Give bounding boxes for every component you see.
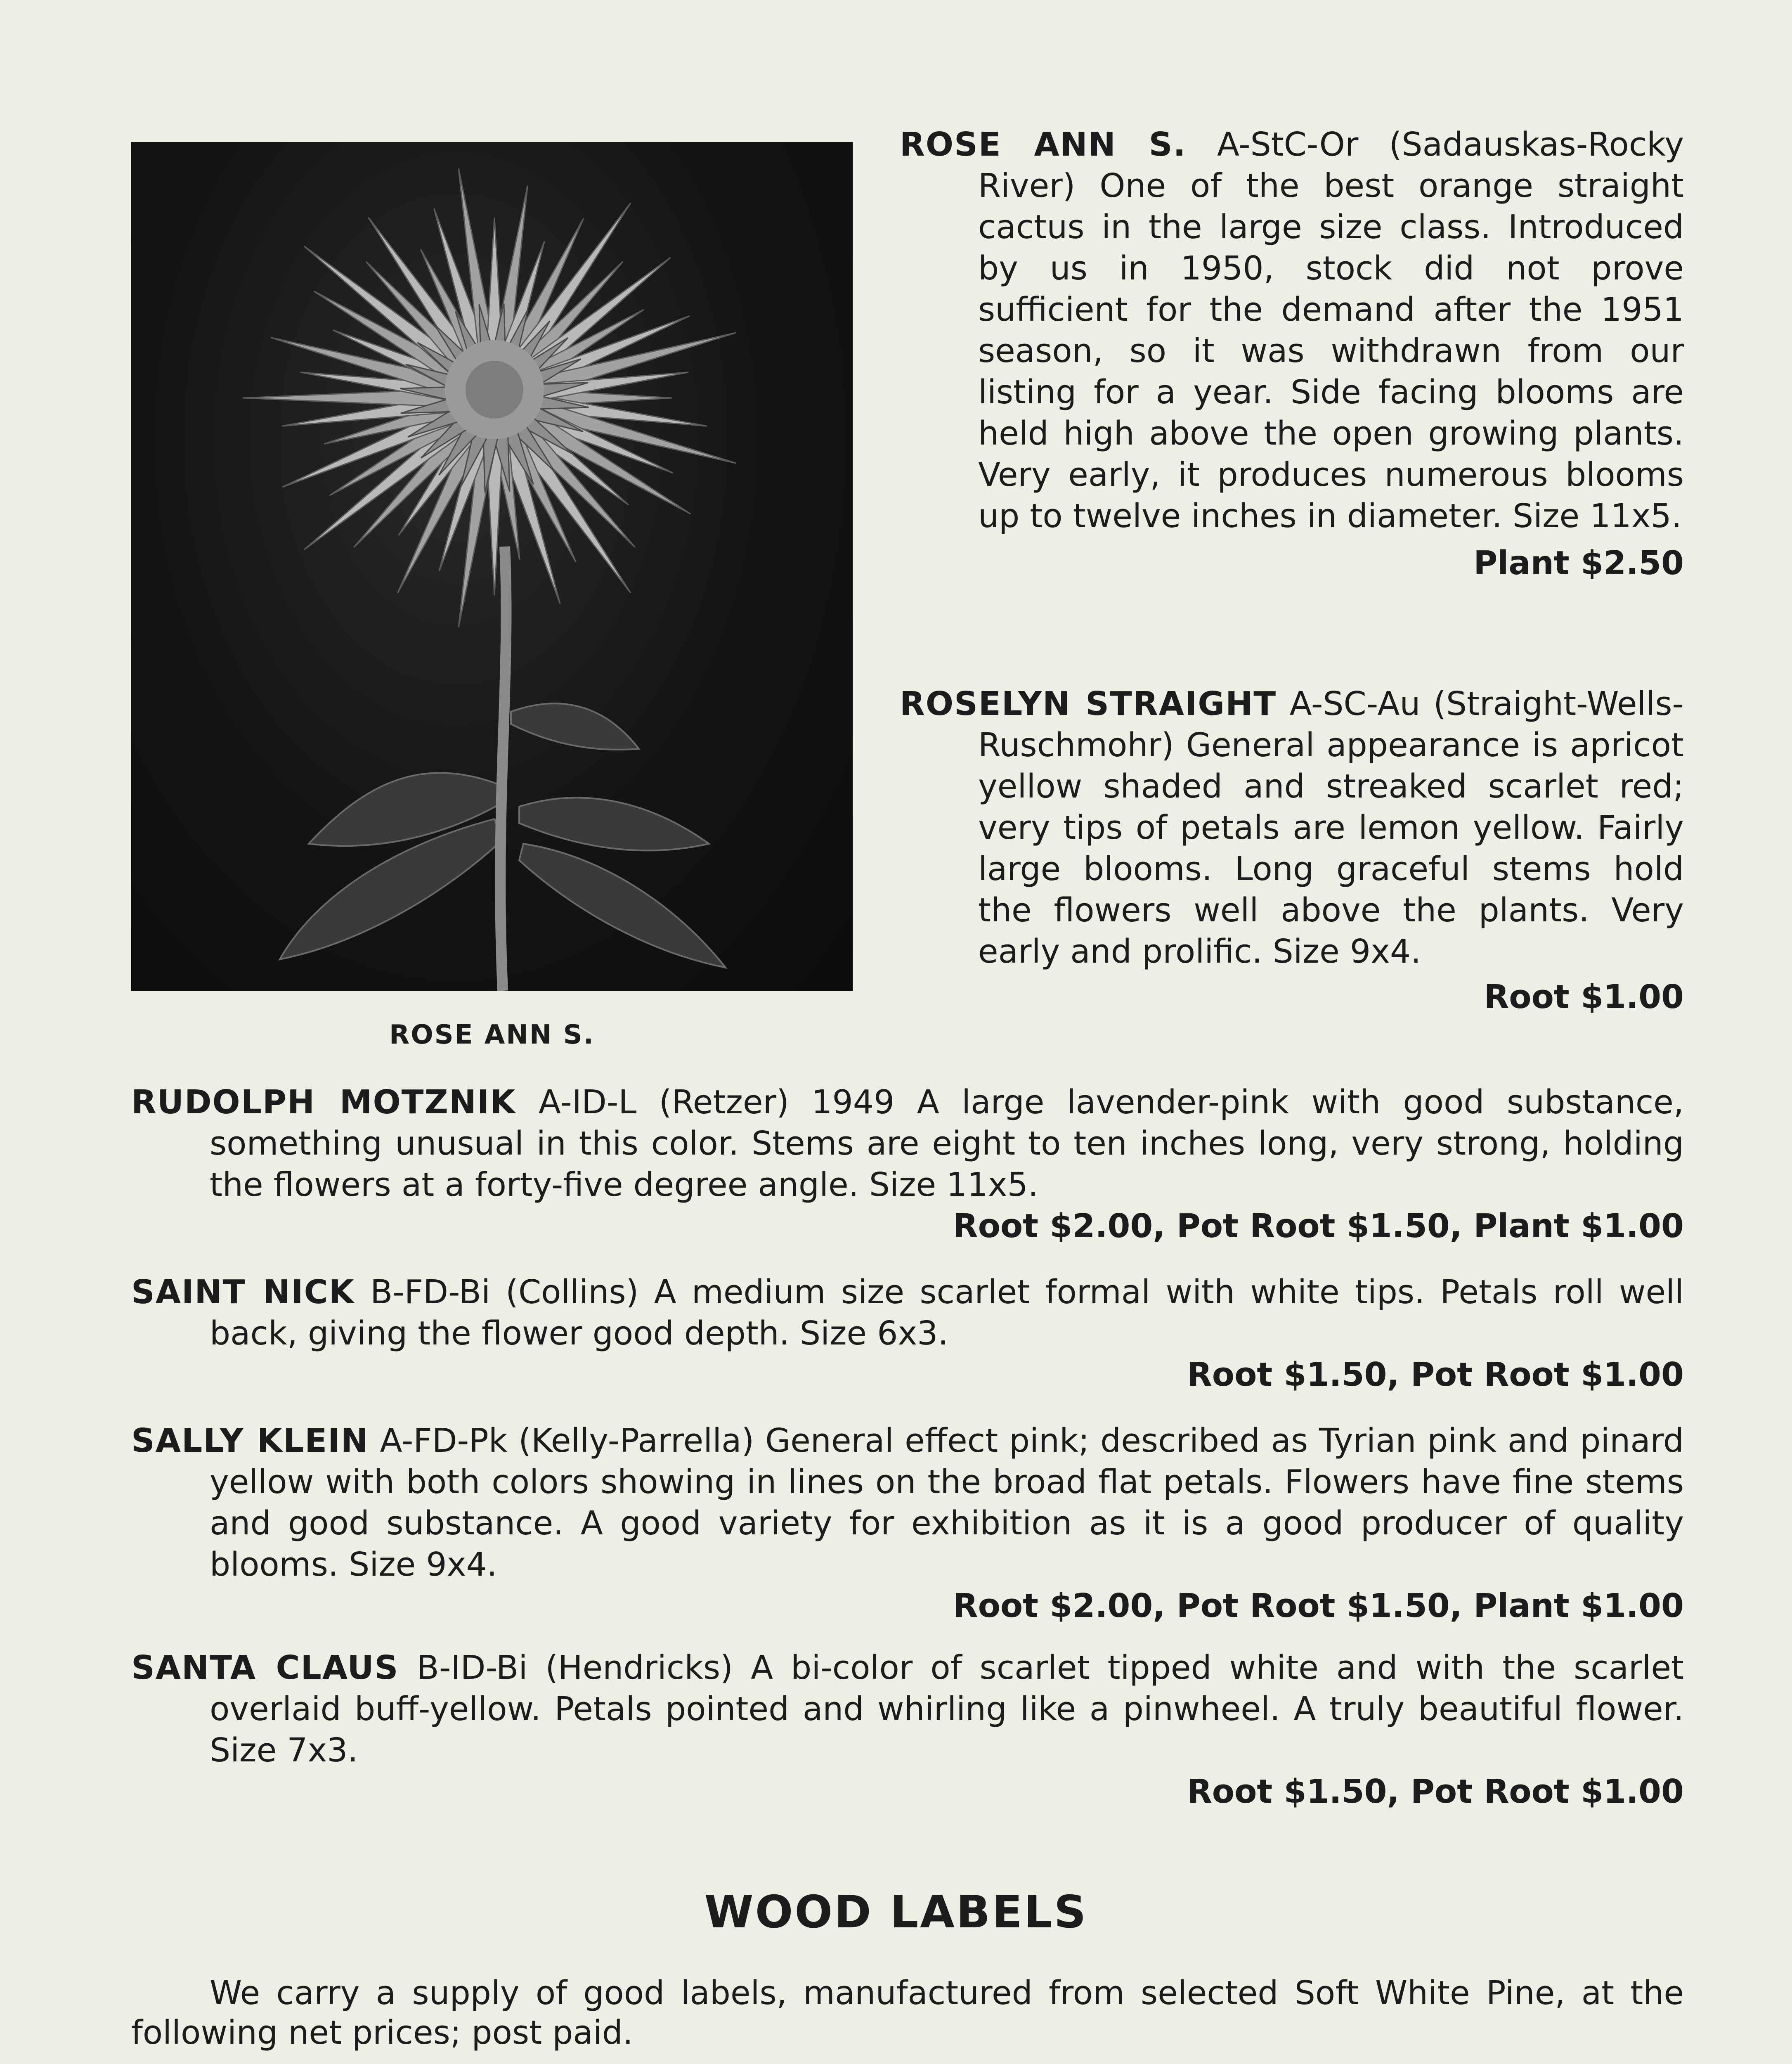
entry-description bbox=[900, 683, 1684, 972]
rose-ann-photo bbox=[131, 142, 853, 991]
wood-labels-heading: WOOD LABELS bbox=[704, 1886, 1088, 1938]
variety-price: Root $2.00, Pot Root $1.50, Plant $1.00 bbox=[953, 1587, 1684, 1625]
variety-name: ROSELYN STRAIGHT bbox=[900, 685, 1277, 723]
variety-text: A-ID-L (Retzer) 1949 A large lavender-pink with good substance, something unusual in this color. Stems are eight to ten inches long, very strong, holding the flowers at a forty-five degree angle. Size 11x5. bbox=[210, 1083, 1684, 1204]
dahlia-illustration bbox=[131, 142, 853, 991]
variety-text: B-FD-Bi (Collins) A medium size scarlet formal with white tips. Petals roll well back, giving the flower good depth. Size 6x3. bbox=[210, 1273, 1684, 1352]
entry-santa-claus bbox=[131, 1647, 1684, 1812]
variety-text: A-FD-Pk (Kelly-Parrella) General effect pink; described as Tyrian pink and pinard yellow with both colors showing in lines on the broad flat petals. Flowers have fine stems and good substance. A good variety for exhibition as it is a good producer of quality blooms. Size 9x4. bbox=[210, 1422, 1684, 1584]
entry-description bbox=[131, 1271, 1684, 1354]
variety-price: Plant $2.50 bbox=[1473, 544, 1684, 582]
entry-saint-nick bbox=[131, 1271, 1684, 1395]
entry-description bbox=[131, 1647, 1684, 1771]
entry-description bbox=[900, 124, 1684, 537]
entry-roselyn-straight bbox=[900, 683, 1684, 1018]
entry-sally-klein bbox=[131, 1420, 1684, 1626]
variety-text: A-StC-Or (Sadauskas-Rocky River) One of the best orange straight cactus in the large size class. Introduced by us in 1950, stock did not prove sufficient for the demand after the 1951 season, so it was withdrawn from our listing for a year. Side facing blooms are held high above the open growing plants. Very early, it produces numerous blooms up to twelve inches in diameter. Size 11x5. bbox=[978, 125, 1684, 535]
entry-description bbox=[131, 1420, 1684, 1585]
entry-rose-ann bbox=[900, 124, 1684, 584]
variety-price: Root $1.00 bbox=[1484, 978, 1684, 1016]
variety-name: SANTA CLAUS bbox=[131, 1649, 399, 1687]
entry-rudolph-motznik bbox=[131, 1082, 1684, 1247]
variety-price: Root $1.50, Pot Root $1.00 bbox=[1187, 1773, 1684, 1811]
variety-name: SALLY KLEIN bbox=[131, 1422, 369, 1460]
variety-price: Root $1.50, Pot Root $1.00 bbox=[1187, 1356, 1684, 1394]
variety-price: Root $2.00, Pot Root $1.50, Plant $1.00 bbox=[953, 1207, 1684, 1245]
variety-text: B-ID-Bi (Hendricks) A bi-color of scarlet tipped white and with the scarlet overlaid buff-yellow. Petals pointed and whirling like a pinwheel. A truly beautiful flower. Size 7x3. bbox=[210, 1649, 1684, 1769]
variety-name: RUDOLPH MOTZNIK bbox=[131, 1083, 516, 1121]
photo-caption: ROSE ANN S. bbox=[389, 1020, 595, 1050]
variety-name: SAINT NICK bbox=[131, 1273, 355, 1311]
entry-description bbox=[131, 1082, 1684, 1205]
variety-name: ROSE ANN S. bbox=[900, 125, 1187, 163]
variety-text: A-SC-Au (Straight-Wells-Ruschmohr) General appearance is apricot yellow shaded and streaked scarlet red; very tips of petals are lemon yellow. Fairly large blooms. Long graceful stems hold the flowers well above the plants. Very early and prolific. Size 9x4. bbox=[978, 685, 1684, 970]
wood-labels-intro: We carry a supply of good labels, manufactured from selected Soft White Pine, at the following net prices; post paid. bbox=[131, 1974, 1684, 2052]
